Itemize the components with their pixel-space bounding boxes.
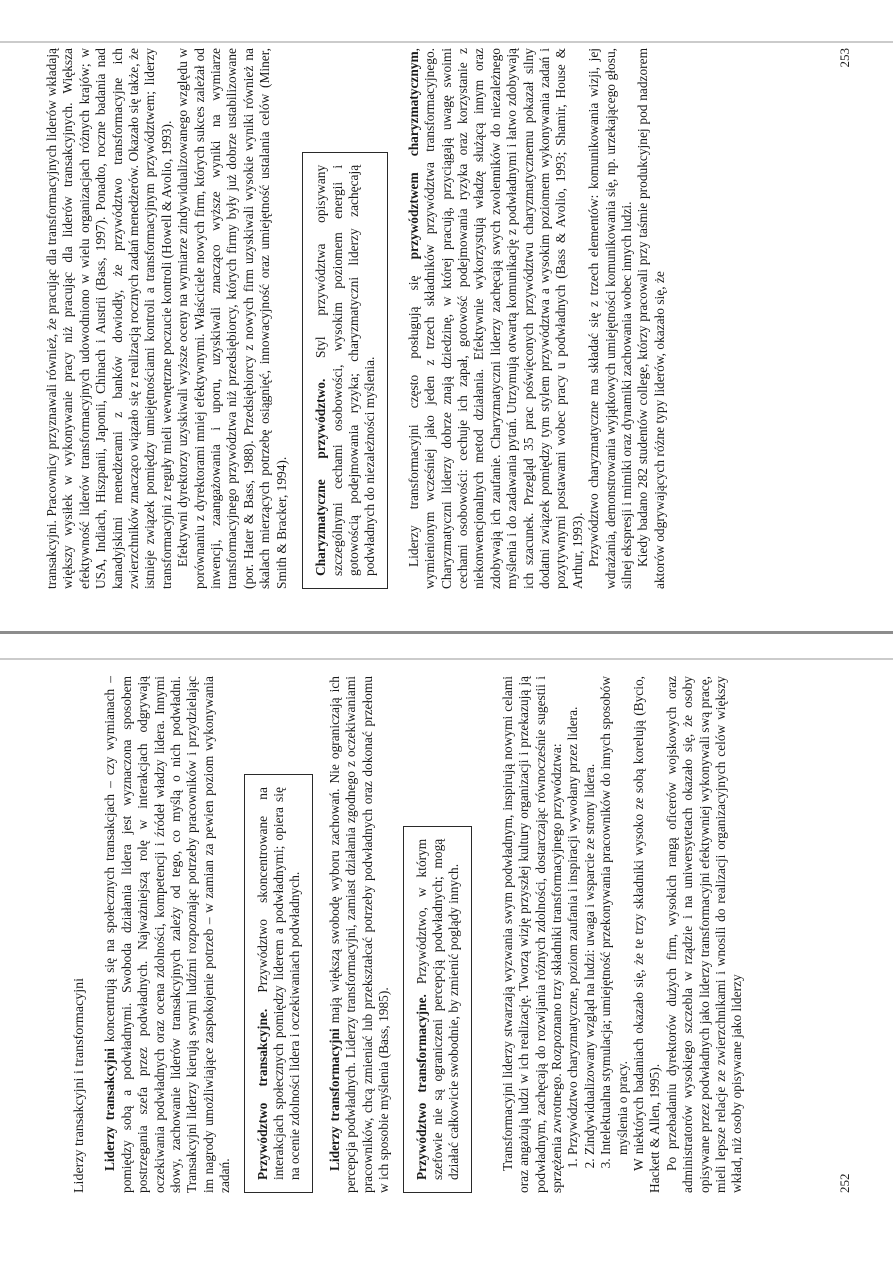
paragraph-correlation: W niektórych badaniach okazało się, że te trzy składniki wysoko ze sobą korelują (Bycio, Hackett & Allen, 1995). [630, 676, 663, 1193]
left-page [0, 632, 893, 1263]
definition-text: Styl przywództwa opisywany szczególnymi cechami osobowości, wysokim poziomem energii i gotowością podejmowania ryzyka; charyzmatyczni liderzy zachęcają podwładnych do niezależności myślenia. [313, 164, 378, 576]
paragraph-effective-directors: Efektywni dyrektorzy uzyskiwali wyższe oceny na wymiarze zindywidualizowanego względu w porównaniu z dyrektorami mniej efektywnymi. Właściciele nowych firm, których sukces zależał od inwencji, zaangażowania i uporu, uzyskiwali znacząco wyższe wyniki na wymiarze transformacyjnego przywództwa niż przedsiębiorcy, których firmy były już dobrze ustabilizowane (por. Hater & Bass, 1988). Przedsiębiorcy z nowych firm uzyskiwali wysokie wyniki również na skalach mierzących potrzebę osiągnięć, innowacyjność oraz umiejętność ustalania celów (Miner, Smith & Bracker, 1994). [175, 48, 289, 589]
paragraph-text: koncentrują się na społecznych transakcjach – czy wymianach – pomiędzy sobą a podwładnymi. Swoboda działania lidera jest wyznaczona sposobem postrzegania szefa przez podwładnych. Najważniejszą rolę w interakcjach odgrywają oczekiwania podwładnych oraz ocena zdolności, kompetencji i źródeł władzy lidera. Innymi słowy, zachowanie liderów transakcyjnych zależy od tego, co myślą o nich podwładni. Transakcyjni liderzy kierują swymi ludźmi rozpoznając potrzeby pracowników i przydzielając im nagrody umożliwiające zaspokojenie potrzeb – w zamian za pewien poziom wykonywania zadań. [102, 676, 233, 1193]
term-transactional-leaders: Liderzy transakcyjni [102, 1048, 118, 1171]
paragraph-students-study: Kiedy badano 282 studentów college, którzy pracowali przy taśmie produkcyjnej pod nadzorem aktorów odgrywających różne typy liderów, okazało się, że [635, 48, 667, 589]
paragraph-continuation: transakcyjni. Pracownicy przyznawali również, że pracując dla transformacyjnych liderów wkładają większy wysiłek w wykonywanie pracy niż pracując dla liderów transakcyjnych. Większa efektywność liderów transformacyjnych udowodniono w wielu organizacjach różnych krajów; w USA, Indiach, Hiszpanii, Japonii, Chinach i Austrii (Bass, 1997). Ponadto, roczne badania nad kanadyjskimi menedżerami z banków dowiodły, że przywództwo transformacyjne ich zwierzchników znacząco wiązało się z realizacją rocznych zadań menedżerów. Okazało się także, że istnieje związek pomiędzy umiejętnościami kontroli a transformacyjnym przywództwem; liderzy transformacyjni z reguły mieli wewnętrzne poczucie kontroli (Howell & Avolio, 1993). [44, 48, 174, 589]
list-item: 2. Zindywidualizowany wzgląd na ludzi: uwaga i wsparcie ze strony lidera. [582, 676, 598, 1155]
list-item: 1. Przywództwo charyzmatyczne, poziom zaufania i inspiracji wywołany przez lidera. [565, 676, 581, 1155]
page-fold [0, 631, 893, 634]
definition-text: Przywództwo, w którym szefowie nie są ograniczeni percepcją podwładnych; mogą działać całkowicie swobodnie, by zmienić poglądy innych. [413, 838, 462, 1180]
definition-term: Przywództwo transakcyjne. [254, 1008, 270, 1180]
list-item: 3. Intelektualna stymulacja; umiejętność przekonywania pracowników do innych sposobów myślenia o pracy. [598, 676, 631, 1155]
definition-box-transformational [403, 826, 472, 1193]
definition-box-transactional [244, 774, 313, 1193]
paragraph-transformational-components: Transformacyjni liderzy stwarzają wyzwania swym podwładnym, inspirują nowymi celami oraz angażują ludzi w ich realizację. Tworzą wizję przyszłej kultury organizacji i przekazują ją podwładnym, zachęcają do rozwijania różnych zdolności, dostarczając równocześnie sugestii i sprzężenia zwrotnego. Rozpoznano trzy składniki transformacyjnego przywództwa: [499, 676, 564, 1193]
term-charismatic-leadership: przywództwem charyzmatycznym [405, 51, 421, 260]
paragraph-text: , wymienionym wcześniej jako jeden z trzech składników przywództwa transformacyjnego. Charyzmatyczni liderzy dobrze znają dziedzinę, w której pracują, przyciągają uwagę swoimi cechami osobowości: cechuje ich zapał, gotowość podejmowania ryzyka oraz korzystanie z niekonwencjonalnych metod działania. Efektywnie wykorzystują władzę służącą innym oraz zdobywają ich zaufanie. Charyzmatyczni liderzy zachęcają swych zwolenników do niezależnego myślenia i do zadawania pytań. Utrzymują otwartą komunikację z podwładnymi i łatwo zdobywają ich szacunek. Przegląd 35 prac poświęconych przywództwu charyzmatycznemu pokazał silny dodatni związek pomiędzy tym stylem przywództwa a wysokim poziomem wykonywania zadań i pozytywnymi postawami wobec pracy u podwładnych (Bass & Avolio, 1993; Shamir, House & Arthur, 1993). [405, 48, 585, 589]
term-transformational-leaders: Liderzy transformacyjni [326, 1028, 342, 1171]
page-number: 253 [836, 48, 852, 68]
right-page [0, 0, 893, 631]
section-title: Liderzy transakcyjni i transformacyjni [72, 978, 87, 1193]
paragraph-executives-study: Po przebadaniu dyrektorów dużych firm, wysokich rangą oficerów wojskowych oraz administratorów wysokiego szczebla w rządzie i na uniwersytetach okazało się, że osoby opisywane przez podwładnych jako liderzy transformacyjni efektywniej wykonywali swą pracę, mieli lepsze relacje ze zwierzchnikami i wnosili do realizacji organizacyjnych celów większy wkład, niż osoby opisywane jako liderzy [663, 676, 745, 1193]
page-number: 252 [836, 1173, 852, 1193]
paragraph-charisma-elements: Przywództwo charyzmatyczne ma składać się z trzech elementów: komunikowania wizji, jej wdrażania, demonstrowania wyjątkowych umiejętności komunikowania się, np. urzekającego głosu, silnej ekspresji i mimiki oraz dynamiki zachowania wobec innych ludzi. [586, 48, 634, 589]
spacer [486, 676, 500, 1193]
definition-term: Charyzmatyczne przywództwo. [313, 378, 329, 576]
paragraph-transformational-leaders [327, 676, 393, 1193]
definition-box-charismatic [302, 152, 388, 589]
paragraph-text: mają większą swobodę wyboru zachowań. Nie ograniczają ich percepcja podwładnych. Liderzy transformacyjni, zamiast działania zgodnego z oczekiwaniami pracowników, chcą zmieniać lub przekształcać potrzeby podwładnych oraz dokonać przełomu w ich sposobie myślenia (Bass, 1985). [326, 676, 392, 1193]
paragraph-text: Liderzy transformacyjni często posługują się [405, 259, 421, 567]
paragraph-transactional-leaders [102, 676, 233, 1193]
paragraph-charismatic-leadership [406, 48, 586, 589]
components-list [565, 676, 631, 1193]
definition-term: Przywództwo transformacyjne. [413, 994, 429, 1180]
definition-text: Przywództwo skoncentrowane na interakcjach społecznych pomiędzy liderem a podwładnymi; opiera się na ocenie zdolności lidera i oczekiwaniach podwładnych. [254, 787, 303, 1180]
